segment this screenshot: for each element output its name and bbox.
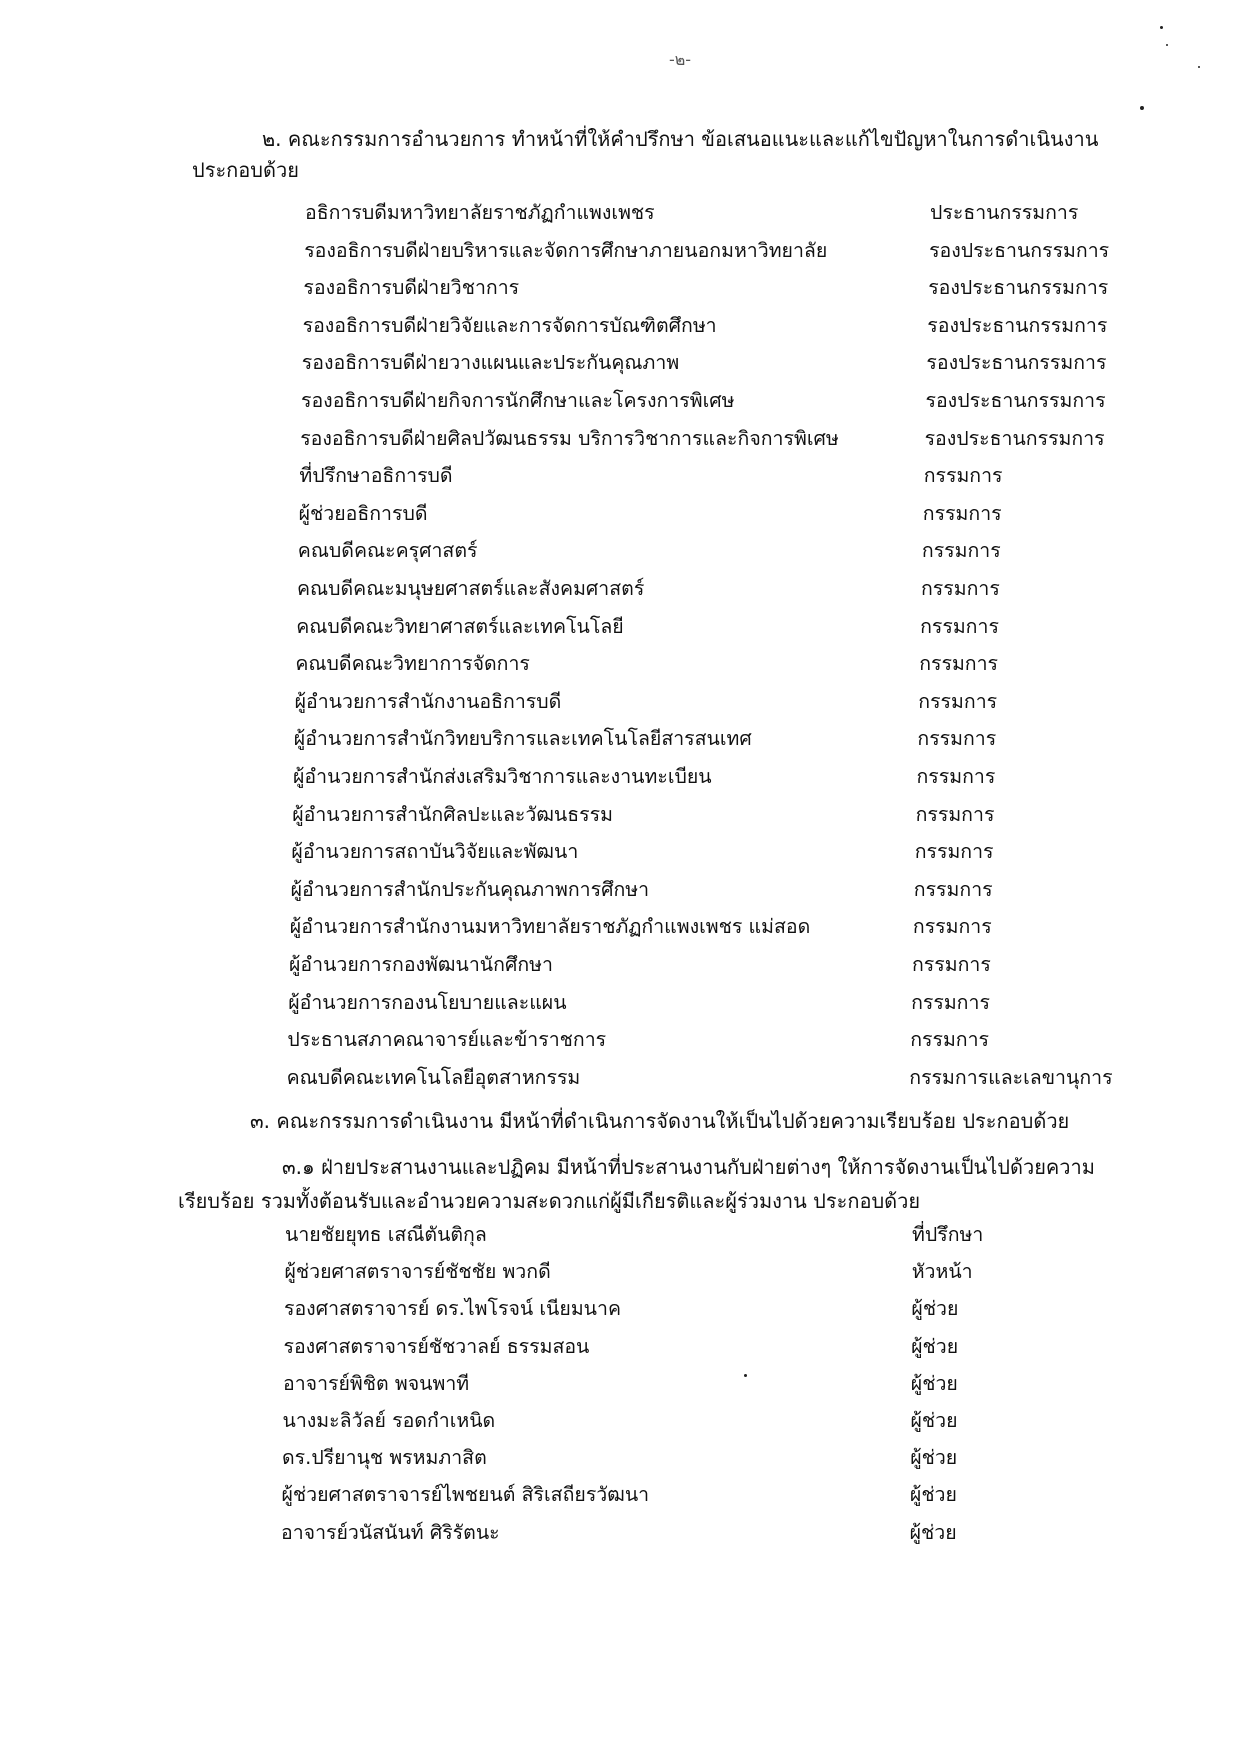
member-row bbox=[293, 764, 1193, 792]
member-row bbox=[299, 463, 1199, 491]
member-row bbox=[298, 538, 1198, 566]
scan-speck bbox=[1198, 66, 1200, 68]
member-role: ผู้ช่วย bbox=[909, 1521, 957, 1544]
member-name: ผู้อำนวยการสำนักศิลปะและวัฒนธรรม bbox=[292, 803, 613, 826]
member-row bbox=[285, 1222, 1185, 1250]
member-name: รองอธิการบดีฝ่ายวิจัยและการจัดการบัณฑิตศึกษา bbox=[302, 314, 717, 337]
section3-1-heading: ๓.๑ ฝ่ายประสานงานและปฏิคม มีหน้าที่ประสานงานกับฝ่ายต่างๆ ให้การจัดงานเป็นไปด้วยความ bbox=[282, 1155, 1095, 1179]
member-row bbox=[285, 1259, 1185, 1287]
member-row bbox=[284, 1334, 1184, 1362]
member-name: ดร.ปรียานุช พรหมภาสิต bbox=[282, 1446, 487, 1469]
member-name: คณบดีคณะวิทยาการจัดการ bbox=[295, 652, 530, 675]
member-name: ผู้อำนวยการกองพัฒนานักศึกษา bbox=[289, 953, 553, 976]
member-role: ที่ปรึกษา bbox=[912, 1223, 984, 1246]
member-name: รองอธิการบดีฝ่ายวิชาการ bbox=[303, 276, 520, 299]
member-role: กรรมการ bbox=[919, 652, 999, 675]
member-row bbox=[303, 275, 1203, 303]
member-name: ผู้ช่วยศาสตราจารย์ชัชชัย พวกดี bbox=[284, 1260, 551, 1283]
member-role: ผู้ช่วย bbox=[910, 1446, 958, 1469]
member-row bbox=[291, 877, 1191, 905]
member-role: กรรมการ bbox=[916, 765, 996, 788]
member-row bbox=[283, 1371, 1183, 1399]
member-row bbox=[288, 990, 1188, 1018]
section2-heading-cont: ประกอบด้วย bbox=[192, 158, 299, 182]
member-name: ผู้อำนวยการสำนักส่งเสริมวิชาการและงานทะเบียน bbox=[293, 765, 712, 788]
section3-1-heading-cont: เรียบร้อย รวมทั้งต้อนรับและอำนวยความสะดวกแก่ผู้มีเกียรติและผู้ร่วมงาน ประกอบด้วย bbox=[178, 1189, 921, 1213]
scan-speck bbox=[1140, 106, 1144, 110]
member-row bbox=[302, 350, 1202, 378]
member-row bbox=[283, 1408, 1183, 1436]
member-row bbox=[282, 1445, 1182, 1473]
member-name: ผู้ช่วยศาสตราจารย์ไพชยนต์ สิริเสถียรวัฒนา bbox=[281, 1483, 650, 1506]
member-role: รองประธานกรรมการ bbox=[927, 314, 1108, 337]
member-name: ผู้อำนวยการสำนักงานอธิการบดี bbox=[294, 690, 562, 713]
member-role: กรรมการ bbox=[917, 727, 997, 750]
member-row bbox=[294, 726, 1194, 754]
member-name: รองอธิการบดีฝ่ายบริหารและจัดการศึกษาภายนอกมหาวิทยาลัย bbox=[304, 239, 828, 262]
member-role: ผู้ช่วย bbox=[911, 1297, 959, 1320]
member-name: รองศาสตราจารย์ ดร.ไพโรจน์ เนียมนาค bbox=[284, 1297, 621, 1320]
member-name: ผู้อำนวยการสำนักวิทยบริการและเทคโนโลยีสารสนเทศ bbox=[293, 727, 752, 750]
member-name: ประธานสภาคณาจารย์และข้าราชการ bbox=[287, 1028, 607, 1051]
member-role: กรรมการ bbox=[922, 502, 1002, 525]
member-name: ผู้อำนวยการสำนักประกันคุณภาพการศึกษา bbox=[290, 878, 650, 901]
section2-heading: ๒. คณะกรรมการอำนวยการ ทำหน้าที่ให้คำปรึกษา ข้อเสนอแนะและแก้ไขปัญหาในการดำเนินงาน bbox=[262, 127, 1099, 151]
member-row bbox=[297, 576, 1197, 604]
member-name: ที่ปรึกษาอธิการบดี bbox=[299, 464, 453, 487]
member-row bbox=[289, 952, 1189, 980]
member-row bbox=[282, 1482, 1182, 1510]
member-role: กรรมการ bbox=[912, 915, 992, 938]
member-role: ประธานกรรมการ bbox=[930, 201, 1079, 224]
member-name: รองศาสตราจารย์ชัชวาลย์ ธรรมสอน bbox=[283, 1335, 590, 1358]
member-row bbox=[303, 313, 1203, 341]
member-role: กรรมการ bbox=[921, 539, 1001, 562]
member-role: กรรมการ bbox=[920, 615, 999, 638]
member-name: คณบดีคณะวิทยาศาสตร์และเทคโนโลยี bbox=[296, 615, 624, 638]
member-role: หัวหน้า bbox=[911, 1260, 973, 1283]
member-name: ผู้อำนวยการสำนักงานมหาวิทยาลัยราชภัฏกำแพงเพชร แม่สอด bbox=[289, 915, 811, 938]
member-role: กรรมการ bbox=[918, 690, 998, 713]
member-row bbox=[295, 689, 1195, 717]
member-row bbox=[295, 651, 1195, 679]
member-name: คณบดีคณะครุศาสตร์ bbox=[297, 539, 478, 562]
member-row bbox=[291, 839, 1191, 867]
member-row bbox=[292, 802, 1192, 830]
member-row bbox=[304, 238, 1204, 266]
member-role: กรรมการ bbox=[915, 803, 995, 826]
scan-speck bbox=[1160, 26, 1163, 29]
member-role: ผู้ช่วย bbox=[910, 1409, 958, 1432]
member-name: นางมะลิวัลย์ รอดกำเหนิด bbox=[282, 1409, 496, 1432]
member-name: อธิการบดีมหาวิทยาลัยราชภัฏกำแพงเพชร bbox=[305, 201, 655, 224]
member-row bbox=[290, 914, 1190, 942]
member-row bbox=[281, 1520, 1181, 1548]
page-number: -๒- bbox=[668, 50, 692, 69]
section3-heading: ๓. คณะกรรมการดำเนินงาน มีหน้าที่ดำเนินการจัดงานให้เป็นไปด้วยความเรียบร้อย ประกอบด้วย bbox=[250, 1109, 1070, 1133]
member-row bbox=[287, 1065, 1187, 1093]
member-name: รองอธิการบดีฝ่ายกิจการนักศึกษาและโครงการพิเศษ bbox=[301, 389, 735, 412]
member-role: รองประธานกรรมการ bbox=[926, 351, 1107, 374]
member-role: กรรมการ bbox=[923, 464, 1003, 487]
member-role: กรรมการ bbox=[921, 577, 1000, 600]
member-role: กรรมการ bbox=[914, 840, 994, 863]
member-role: กรรมการ bbox=[912, 953, 991, 976]
member-name: นายชัยยุทธ เสณีตันติกุล bbox=[285, 1223, 487, 1246]
member-role: ผู้ช่วย bbox=[909, 1483, 957, 1506]
scan-speck bbox=[744, 1374, 747, 1377]
member-name: ผู้อำนวยการสถาบันวิจัยและพัฒนา bbox=[291, 840, 579, 863]
member-role: ผู้ช่วย bbox=[910, 1372, 958, 1395]
member-row bbox=[287, 1027, 1187, 1055]
member-role: กรรมการ bbox=[911, 991, 990, 1014]
member-name: รองอธิการบดีฝ่ายวางแผนและประกันคุณภาพ bbox=[301, 351, 680, 374]
member-name: รองอธิการบดีฝ่ายศิลปวัฒนธรรม บริการวิชาการและกิจการพิเศษ bbox=[300, 427, 839, 450]
member-row bbox=[296, 614, 1196, 642]
scan-speck bbox=[1166, 44, 1168, 46]
member-name: อาจารย์วนัสนันท์ ศิริรัตนะ bbox=[281, 1521, 500, 1544]
member-name: คณบดีคณะมนุษยศาสตร์และสังคมศาสตร์ bbox=[297, 577, 645, 600]
member-role: กรรมการ bbox=[910, 1028, 990, 1051]
member-role: รองประธานกรรมการ bbox=[928, 276, 1109, 299]
member-role: รองประธานกรรมการ bbox=[929, 239, 1110, 262]
member-row bbox=[299, 501, 1199, 529]
member-role: รองประธานกรรมการ bbox=[925, 389, 1106, 412]
member-name: อาจารย์พิชิต พจนพาที bbox=[283, 1372, 470, 1395]
member-role: กรรมการ bbox=[913, 878, 993, 901]
member-row bbox=[300, 426, 1200, 454]
member-name: คณบดีคณะเทคโนโลยีอุตสาหกรรม bbox=[286, 1066, 581, 1089]
member-role: กรรมการและเลขานุการ bbox=[909, 1066, 1113, 1089]
member-row bbox=[301, 388, 1201, 416]
member-row bbox=[284, 1296, 1184, 1324]
member-name: ผู้อำนวยการกองนโยบายและแผน bbox=[288, 991, 567, 1014]
member-role: รองประธานกรรมการ bbox=[924, 427, 1105, 450]
member-name: ผู้ช่วยอธิการบดี bbox=[298, 502, 428, 525]
member-role: ผู้ช่วย bbox=[911, 1335, 959, 1358]
member-row bbox=[305, 200, 1205, 228]
